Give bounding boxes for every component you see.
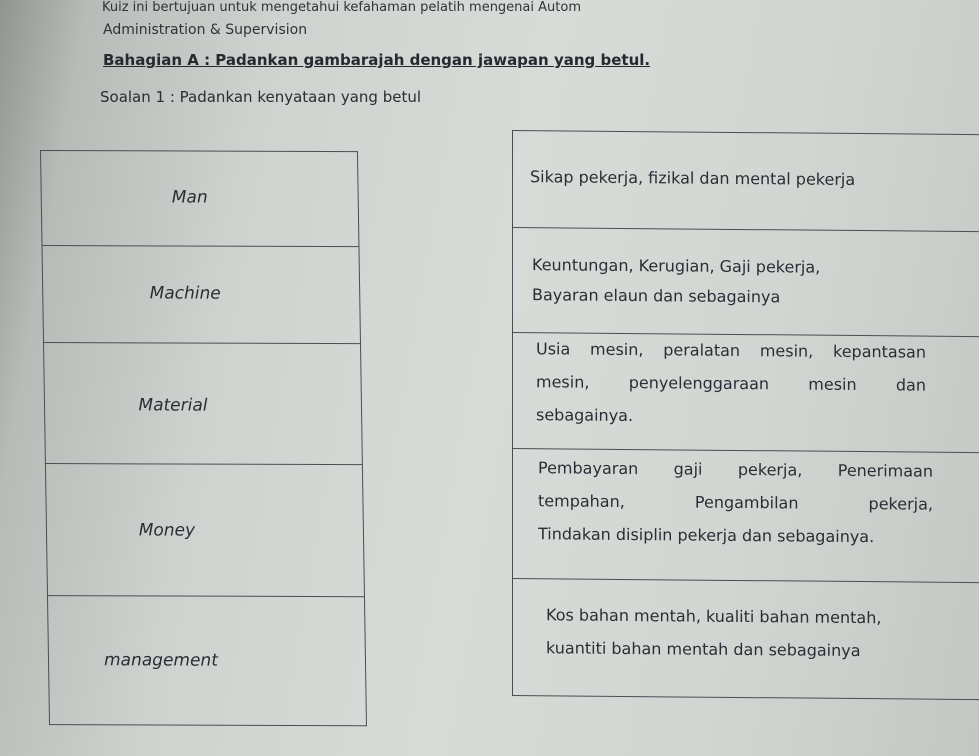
term-label: Material — [138, 395, 208, 416]
row-divider — [512, 578, 979, 583]
term-cell-management[interactable] — [47, 595, 367, 726]
row-divider — [512, 695, 979, 700]
term-cell-machine[interactable] — [41, 245, 360, 343]
row-divider — [512, 227, 979, 232]
term-label: Money — [138, 520, 196, 541]
description-line: tempahan, Pengambilan pekerja, — [538, 491, 933, 514]
description-cell-3[interactable] — [536, 332, 926, 434]
question-text: Soalan 1 : Padankan kenyataan yang betul — [100, 88, 421, 106]
right-descriptions-table — [512, 130, 979, 699]
description-line: sebagainya. — [536, 405, 634, 426]
right-table-border — [512, 130, 513, 695]
quiz-description: Kuiz ini bertujuan untuk mengetahui kefahaman pelatih mengenai Autom — [102, 0, 581, 15]
term-cell-money[interactable] — [45, 463, 365, 596]
term-label: management — [103, 650, 219, 671]
description-cell-2[interactable] — [532, 250, 820, 313]
section-title: Bahagian A : Padankan gambarajah dengan jawapan yang betul. — [103, 51, 651, 69]
description-line: Kos bahan mentah, kualiti bahan mentah, — [546, 605, 882, 628]
term-cell-material[interactable] — [43, 342, 363, 464]
description-line: kuantiti bahan mentah dan sebagainya — [546, 638, 861, 661]
description-line: mesin, penyelenggaraan mesin dan — [536, 372, 926, 395]
course-title: Administration & Supervision — [103, 22, 308, 38]
left-terms-table — [40, 150, 367, 726]
term-label: Machine — [149, 283, 221, 304]
description-line: Sikap pekerja, fizikal dan mental pekerja — [530, 167, 856, 189]
description-cell-4[interactable] — [538, 451, 933, 553]
row-divider — [512, 130, 979, 135]
term-label: Man — [171, 187, 208, 208]
description-line: Bayaran elaun dan sebagainya — [532, 285, 781, 307]
description-line: Tindakan disiplin pekerja dan sebagainya. — [538, 524, 875, 547]
description-line: Keuntungan, Kerugian, Gaji pekerja, — [532, 255, 821, 277]
description-cell-5[interactable] — [546, 598, 881, 667]
description-line: Usia mesin, peralatan mesin, kepantasan — [536, 339, 926, 362]
description-cell-1[interactable] — [530, 160, 855, 196]
description-line: Pembayaran gaji pekerja, Penerimaan — [538, 458, 933, 481]
term-cell-man[interactable] — [40, 150, 359, 246]
